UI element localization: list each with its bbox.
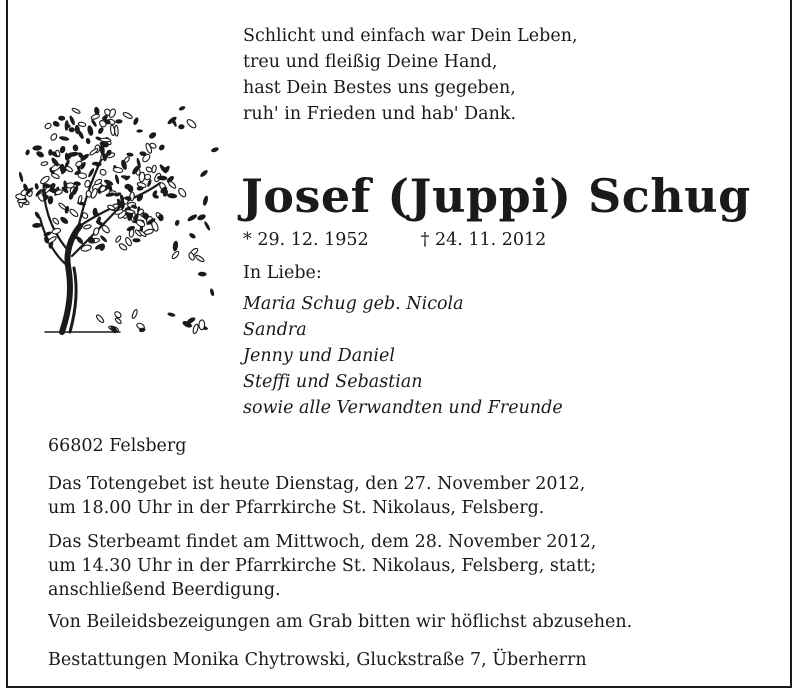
- leaf-icon: [110, 125, 115, 136]
- leaf-icon: [69, 127, 75, 132]
- leaf-icon: [132, 238, 140, 242]
- prayer-notice: [48, 472, 585, 520]
- life-dates: [243, 228, 546, 252]
- leaf-icon: [187, 213, 199, 222]
- leaf-icon: [132, 117, 139, 126]
- leaf-icon: [78, 122, 86, 128]
- leaf-icon: [18, 199, 27, 202]
- leaf-icon: [167, 193, 178, 199]
- leaf-icon: [86, 125, 94, 137]
- deceased-name: Josef (Juppi) Schug: [241, 169, 751, 223]
- poem-line: ruh' in Frieden und hab' Dank.: [243, 104, 517, 124]
- leaf-icon: [90, 188, 98, 199]
- condolences-notice: Von Beileidsbezeigungen am Grab bitten wir höflichst abzusehen.: [48, 612, 633, 632]
- leaf-icon: [85, 138, 91, 145]
- leaf-icon: [174, 219, 180, 226]
- leaf-icon: [158, 143, 166, 151]
- leaf-icon: [18, 171, 24, 182]
- leaf-icon: [48, 149, 53, 156]
- leaf-icon: [178, 124, 185, 130]
- leaf-icon: [64, 120, 69, 131]
- leaf-icon: [59, 136, 70, 142]
- death-date: † 24. 11. 2012: [420, 230, 547, 250]
- notice-line: anschließend Beerdigung.: [48, 580, 281, 600]
- mourners-list: [243, 291, 563, 421]
- leaf-icon: [151, 165, 156, 173]
- leaf-icon: [114, 174, 120, 185]
- leaf-icon: [203, 220, 211, 231]
- leaf-icon: [115, 119, 122, 124]
- leaf-icon: [72, 144, 79, 152]
- leaf-icon: [209, 288, 215, 297]
- leaf-icon: [167, 312, 176, 318]
- leaf-icon: [188, 232, 196, 240]
- leaf-icon: [186, 118, 197, 129]
- leaf-icon: [71, 107, 80, 114]
- leaf-icon: [51, 172, 60, 179]
- mourner: Jenny und Daniel: [243, 346, 395, 366]
- leaf-icon: [93, 227, 100, 236]
- leaf-icon: [192, 324, 199, 334]
- mourner: sowie alle Verwandten und Freunde: [243, 398, 563, 418]
- birth-date: * 29. 12. 1952: [243, 230, 369, 250]
- location: 66802 Felsberg: [48, 436, 187, 456]
- leaf-icon: [35, 150, 45, 159]
- leaf-icon: [78, 172, 87, 179]
- leaf-icon: [99, 234, 108, 243]
- leaf-icon: [124, 237, 132, 247]
- leaf-icon: [69, 208, 79, 218]
- leaf-icon: [148, 131, 158, 140]
- poem-line: Schlicht und einfach war Dein Leben,: [243, 26, 578, 46]
- leaf-icon: [52, 120, 61, 128]
- leaf-icon: [136, 129, 143, 133]
- leaf-icon: [44, 122, 52, 129]
- leaf-icon: [199, 169, 209, 178]
- mourner: Steffi und Sebastian: [243, 372, 423, 392]
- leaf-icon: [199, 320, 205, 330]
- mourner: Sandra: [243, 320, 307, 340]
- leaf-icon: [171, 250, 180, 259]
- leaf-icon: [25, 149, 31, 156]
- leaf-icon: [58, 115, 65, 120]
- poem-line: hast Dein Bestes uns gegeben,: [243, 78, 516, 98]
- mourners-label: In Liebe:: [243, 263, 322, 283]
- leaf-icon: [198, 272, 207, 277]
- leaf-icon: [122, 111, 133, 119]
- notice-line: Das Totengebet ist heute Dienstag, den 27. November 2012,: [48, 474, 586, 494]
- leaf-icon: [114, 311, 123, 319]
- mass-notice: [48, 530, 596, 602]
- leaf-icon: [131, 309, 138, 319]
- leaf-icon: [118, 243, 128, 252]
- leaf-icon: [113, 167, 123, 173]
- leaf-icon: [32, 145, 42, 151]
- leaf-icon: [100, 138, 111, 142]
- leaf-icon: [34, 183, 39, 190]
- notice-line: um 18.00 Uhr in der Pfarrkirche St. Nikolaus, Felsberg.: [48, 498, 545, 518]
- leaf-icon: [59, 215, 69, 225]
- leaf-icon: [195, 254, 205, 262]
- windblown-tree-icon: [10, 88, 220, 338]
- leaf-icon: [172, 240, 179, 251]
- leaf-icon: [135, 219, 145, 228]
- leaf-icon: [202, 195, 209, 206]
- leaf-icon: [83, 224, 91, 229]
- leaf-icon: [68, 115, 76, 126]
- leaf-icon: [50, 133, 58, 142]
- notice-line: Das Sterbeamt findet am Mittwoch, dem 28. November 2012,: [48, 532, 597, 552]
- leaf-icon: [196, 213, 206, 221]
- leaf-icon: [41, 161, 48, 166]
- leaf-icon: [115, 235, 122, 243]
- mourner: Maria Schug geb. Nicola: [243, 294, 464, 314]
- leaf-icon: [95, 314, 104, 324]
- notice-line: um 14.30 Uhr in der Pfarrkirche St. Nikolaus, Felsberg, statt;: [48, 556, 597, 576]
- poem-line: treu und fleißig Deine Hand,: [243, 52, 498, 72]
- leaf-icon: [52, 217, 60, 225]
- leaf-icon: [99, 168, 107, 176]
- leaf-icon: [177, 187, 187, 198]
- poem: [243, 23, 578, 127]
- leaf-icon: [210, 146, 219, 153]
- undertaker: Bestattungen Monika Chytrowski, Gluckstraße 7, Überherrn: [48, 650, 587, 670]
- leaf-icon: [178, 105, 186, 111]
- leaf-icon: [97, 126, 105, 135]
